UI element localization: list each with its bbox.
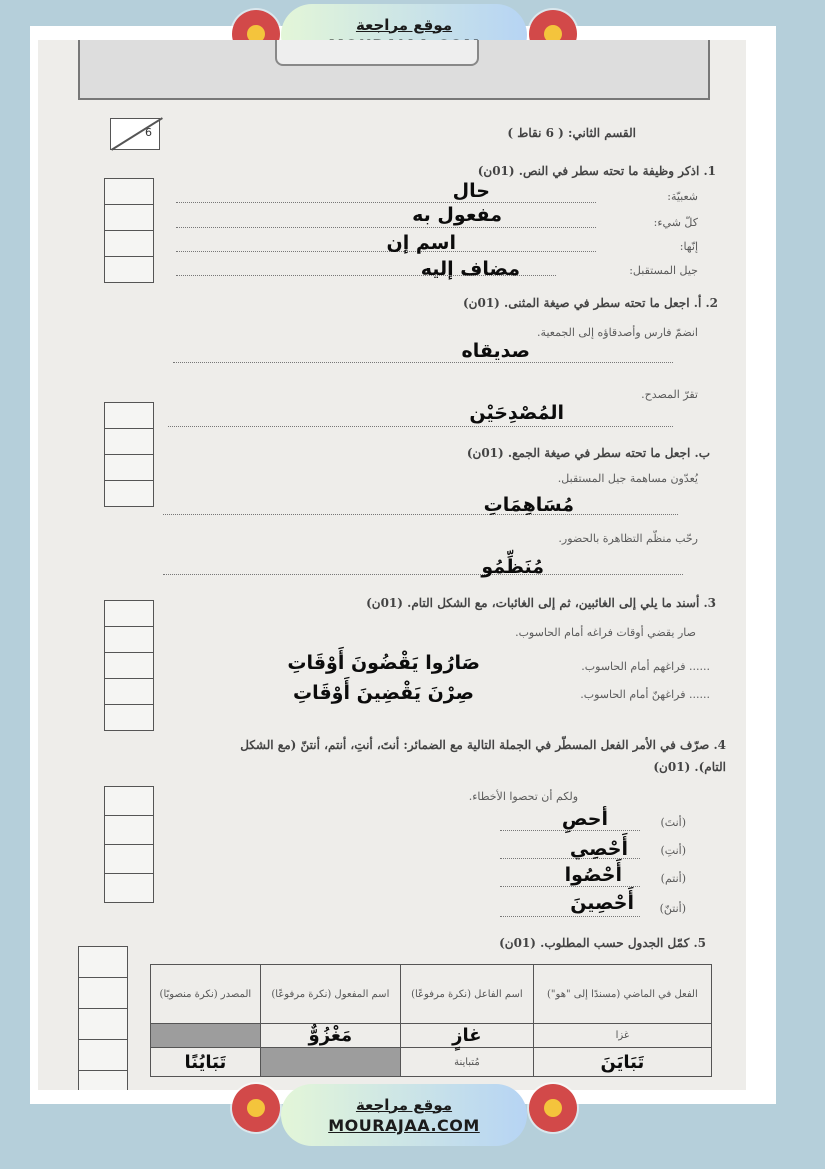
q2a-answer-2: المُصْدِحَيْن <box>469 402 564 424</box>
q1-item-1: شعبيّة: <box>667 190 698 203</box>
q3-item-2: ...... فراغهنّ أمام الحاسوب. <box>580 688 710 701</box>
q3-marks <box>104 600 154 731</box>
q2b-answer-2: مُنَظِّمُو <box>481 556 544 578</box>
q1-item-2: كلّ شيء: <box>653 216 698 229</box>
q5-r2-active: مُتباينة <box>400 1048 533 1077</box>
brand-pill-bottom[interactable] <box>281 1084 527 1146</box>
score-points: 6 <box>145 126 152 139</box>
q5-r1-active <box>400 1024 533 1048</box>
q3-item-1: ...... فراغهم أمام الحاسوب. <box>581 660 710 673</box>
q4-pronoun-4: (أنتنّ) <box>659 902 686 915</box>
q3-prompt: 3. أسند ما يلي إلى الغائبين، ثم إلى الغائبات، مع الشكل التام. (01ن) <box>366 596 716 610</box>
q4-pronoun-2: (أنتِ) <box>660 844 686 857</box>
q5-r2-passive <box>260 1048 400 1077</box>
q5-r2-past-answer: تَبَايَنَ <box>600 1051 645 1073</box>
q2b-answer-1: مُسَاهِمَاتِ <box>483 494 574 516</box>
q5-r1-masdar <box>151 1024 261 1048</box>
q5-header-masdar: المصدر (نكرة منصوبًا) <box>151 965 261 1024</box>
q2a-prompt: 2. أ. اجعل ما تحته سطر في صيغة المثنى. (01ن) <box>462 296 718 310</box>
q2a-item-1: انضمّ فارس وأصدقاؤه إلى الجمعية. <box>537 326 698 339</box>
q2a-item-2: تقرّ المصدح. <box>641 388 698 401</box>
q4-answer-3: أَحْصُوا <box>564 864 622 886</box>
q5-header-active-participle: اسم الفاعل (نكرة مرفوعًا) <box>400 965 533 1024</box>
q5-marks <box>78 946 128 1090</box>
q1-item-3: إنّها: <box>679 240 698 253</box>
q5-r2-past <box>533 1048 711 1077</box>
brand-name-ar-bottom: موقع مراجعة <box>355 1095 453 1114</box>
q4-sentence: ولكم أن تحصوا الأخطاء. <box>468 790 578 803</box>
q5-prompt: 5. كمّل الجدول حسب المطلوب. (01ن) <box>499 936 706 950</box>
exam-scan <box>38 40 746 1090</box>
q5-r1-passive-answer: مَغْزُوٌّ <box>308 1025 353 1046</box>
q3-sentence: صار يقضي أوقات فراغه أمام الحاسوب. <box>515 626 696 639</box>
q1-marks <box>104 178 154 283</box>
q5-r1-passive <box>260 1024 400 1048</box>
q5-header-past: الفعل في الماضي (مسندًا إلى "هو") <box>533 965 711 1024</box>
q2b-item-2: رحّب منظّم التظاهرة بالحضور. <box>558 532 698 545</box>
q4-pronoun-3: (أنتم) <box>660 872 686 885</box>
q4-answer-4: أَحْصِينَ <box>570 892 634 914</box>
q2a-answer-1: صديقاه <box>461 340 530 362</box>
logo-badge-bottom-right-icon <box>529 1084 577 1132</box>
brand-domain-bottom: MOURAJAA.COM <box>328 1115 480 1135</box>
q4-pronoun-1: (أنتَ) <box>660 816 686 829</box>
q2-marks <box>104 402 154 507</box>
q4-marks <box>104 786 154 903</box>
q2b-prompt: ب. اجعل ما تحته سطر في صيغة الجمع. (01ن) <box>466 446 710 460</box>
brand-name-ar: موقع مراجعة <box>355 15 453 34</box>
q5-r1-active-answer: غازٍ <box>452 1025 482 1046</box>
q1-answer-2: مفعول به <box>412 204 502 226</box>
logo-badge-bottom-left-icon <box>232 1084 280 1132</box>
q5-r2-masdar-answer: تَبَايُنًا <box>184 1051 227 1073</box>
score-box <box>110 118 160 150</box>
q5-r1-past: غزا <box>533 1024 711 1048</box>
q4-answer-2: أَحْصِي <box>569 838 628 860</box>
q3-answer-2: صِرْنَ يَقْضِينَ أَوْقَاتِ <box>292 682 474 704</box>
q5-table <box>150 964 712 1077</box>
header-box <box>78 40 710 100</box>
q5-r2-masdar <box>151 1048 261 1077</box>
q4-answer-1: أحصِ <box>561 808 608 830</box>
q4-prompt: 4. صرّف في الأمر الفعل المسطّر في الجملة التالية مع الضمائر: أنتَ، أنتِ، أنتم، أنتنّ (مع الشكل التام). (01ن) <box>240 738 726 774</box>
q2b-item-1: يُعدّون مساهمة جيل المستقبل. <box>557 472 698 485</box>
q1-answer-1: حال <box>452 180 490 202</box>
q3-answer-1: صَارُوا يَقْضُونَ أَوْقَاتِ <box>287 652 480 674</box>
q5-header-passive-participle: اسم المفعول (نكرة مرفوعًا) <box>260 965 400 1024</box>
section-title: القسم الثاني: ( 6 نقاط ) <box>507 126 636 140</box>
q1-answer-4: مضاف إليه <box>420 258 520 280</box>
q1-prompt: 1. اذكر وظيفة ما تحته سطر في النص. (01ن) <box>477 164 716 178</box>
q1-item-4: جيل المستقبل: <box>629 264 698 277</box>
q1-answer-3: اسم إن <box>386 232 456 254</box>
